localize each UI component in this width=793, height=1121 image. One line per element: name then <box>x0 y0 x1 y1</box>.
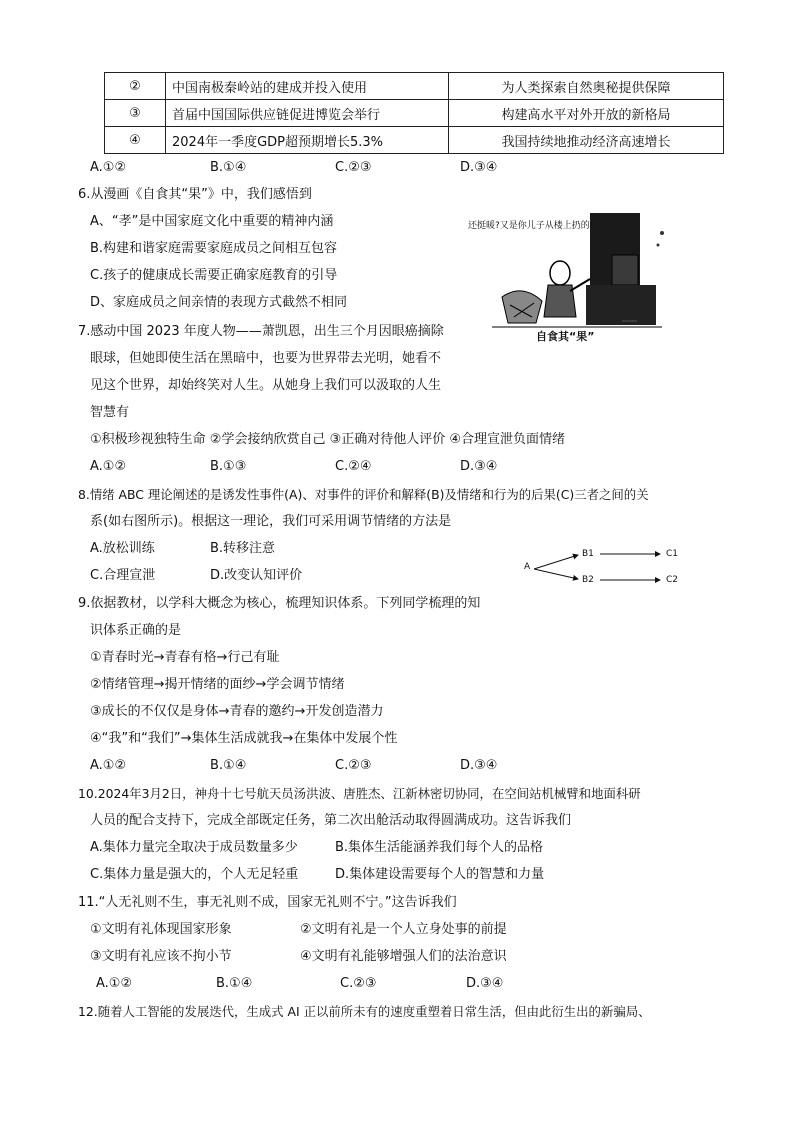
q9-item-4: ④“我”和“我们”→集体生活成就我→在集体中发展个性 <box>90 731 398 746</box>
q7-option-c: C.②④ <box>335 459 372 474</box>
q5-option-d: D.③④ <box>460 160 498 175</box>
q8-line-2: 系(如右图所示)。根据这一理论，我们可采用调节情绪的方法是 <box>90 514 452 529</box>
q10-option-c: C.集体力量是强大的，个人无足轻重 <box>90 867 299 882</box>
arrow-a-b1 <box>534 555 578 569</box>
q10-option-a: A.集体力量完全取决于成员数量多少 <box>90 840 298 855</box>
q9-option-d: D.③④ <box>460 758 498 773</box>
q11-option-d: D.③④ <box>466 976 504 991</box>
q8-line-1: 8.情绪 ABC 理论阐述的是诱发性事件(A)、对事件的评价和解释(B)及情绪和行为的后果(C)三者之间的关 <box>78 487 649 502</box>
q8-option-c: C.合理宣泄 <box>90 568 156 583</box>
row-event: 首届中国国际供应链促进博览会举行 <box>166 100 449 127</box>
row-number: ④ <box>105 127 166 154</box>
q8-option-a: A.放松训练 <box>90 541 155 556</box>
cartoon-caption: 自食其“果” <box>536 330 595 343</box>
diagram-label-b1: B1 <box>582 549 594 559</box>
row-event: 2024年一季度GDP超预期增长5.3% <box>166 127 449 154</box>
q9-line-1: 9.依据教材，以学科大概念为核心，梳理知识体系。下列同学梳理的知 <box>78 596 481 611</box>
q11-stem: 11.“人无礼则不生，事无礼则不成，国家无礼则不宁。”这告诉我们 <box>78 895 457 910</box>
row-meaning: 构建高水平对外开放的新格局 <box>449 100 724 127</box>
q9-item-1: ①青春时光→青春有格→行己有耻 <box>90 650 280 665</box>
q10-option-d: D.集体建设需要每个人的智慧和力量 <box>335 867 545 882</box>
q5-option-b: B.①④ <box>210 160 247 175</box>
q11-option-b: B.①④ <box>216 976 253 991</box>
q6-option-d: D、家庭成员之间亲情的表现方式截然不相同 <box>90 295 348 310</box>
q11-item-2: ②文明有礼是一个人立身处事的前提 <box>300 922 507 937</box>
q5-option-a: A.①② <box>90 160 127 175</box>
q7-line-1: 7.感动中国 2023 年度人物——萧凯恩，出生三个月因眼癌摘除 <box>78 324 444 339</box>
q7-line-4: 智慧有 <box>90 405 130 420</box>
q6-option-c: C.孩子的健康成长需要正确家庭教育的引导 <box>90 268 338 283</box>
q7-option-b: B.①③ <box>210 459 247 474</box>
row-meaning: 为人类探索自然奥秘提供保障 <box>449 73 724 100</box>
q9-line-2: 识体系正确的是 <box>90 623 182 638</box>
arrow-a-b2 <box>534 569 578 579</box>
q7-line-2: 眼球，但她即使生活在黑暗中，也要为世界带去光明，她看不 <box>90 351 442 366</box>
q12-stem: 12.随着人工智能的发展迭代，生成式 AI 正以前所未有的速度重塑着日常生活，但由此衍生出的新骗局、 <box>78 1004 651 1019</box>
cartoon-speech: 还挺暖?又是你儿子从楼上扔的! <box>468 221 594 231</box>
abc-diagram <box>520 548 690 588</box>
row-number: ③ <box>105 100 166 127</box>
q6-option-a: A、“孝”是中国家庭文化中重要的精神内涵 <box>90 214 334 229</box>
q10-option-b: B.集体生活能涵养我们每个人的品格 <box>335 840 544 855</box>
table-row <box>105 73 724 100</box>
diagram-label-c2: C2 <box>666 575 679 585</box>
q11-item-3: ③文明有礼应该不拘小节 <box>90 949 232 964</box>
q8-option-d: D.改变认知评价 <box>210 568 303 583</box>
q10-line-2: 人员的配合支持下，完成全部既定任务，第二次出舱活动取得圆满成功。这告诉我们 <box>90 813 572 828</box>
table-row <box>105 127 724 154</box>
table-row <box>105 100 724 127</box>
q11-item-4: ④文明有礼能够增强人们的法治意识 <box>300 949 507 964</box>
row-event: 中国南极秦岭站的建成并投入使用 <box>166 73 449 100</box>
q9-option-c: C.②③ <box>335 758 372 773</box>
diagram-label-b2: B2 <box>582 575 594 585</box>
q7-line-3: 见这个世界，却始终笑对人生。从她身上我们可以汲取的人生 <box>90 378 442 393</box>
cartoon-image <box>462 213 674 343</box>
q10-line-1: 10.2024年3月2日，神舟十七号航天员汤洪波、唐胜杰、江新林密切协同，在空间站机械臂和地面科研 <box>78 786 641 801</box>
q7-option-a: A.①② <box>90 459 127 474</box>
q5-option-c: C.②③ <box>335 160 372 175</box>
q11-item-1: ①文明有礼体现国家形象 <box>90 922 232 937</box>
q11-option-c: C.②③ <box>340 976 377 991</box>
row-number: ② <box>105 73 166 100</box>
diagram-label-c1: C1 <box>666 549 679 559</box>
q7-items: ①积极珍视独特生命 ②学会接纳欣赏自己 ③正确对待他人评价 ④合理宣泄负面情绪 <box>90 432 566 447</box>
events-table <box>104 72 724 154</box>
q9-item-3: ③成长的不仅仅是身体→青春的邀约→开发创造潜力 <box>90 704 384 719</box>
q11-option-a: A.①② <box>96 976 133 991</box>
q6-stem: 6.从漫画《自食其“果”》中，我们感悟到 <box>78 187 312 202</box>
q6-option-b: B.构建和谐家庭需要家庭成员之间相互包容 <box>90 241 338 256</box>
q7-option-d: D.③④ <box>460 459 498 474</box>
diagram-label-a: A <box>524 562 531 572</box>
row-meaning: 我国持续地推动经济高速增长 <box>449 127 724 154</box>
q9-option-b: B.①④ <box>210 758 247 773</box>
q9-item-2: ②情绪管理→揭开情绪的面纱→学会调节情绪 <box>90 677 345 692</box>
q9-option-a: A.①② <box>90 758 127 773</box>
q8-option-b: B.转移注意 <box>210 541 276 556</box>
